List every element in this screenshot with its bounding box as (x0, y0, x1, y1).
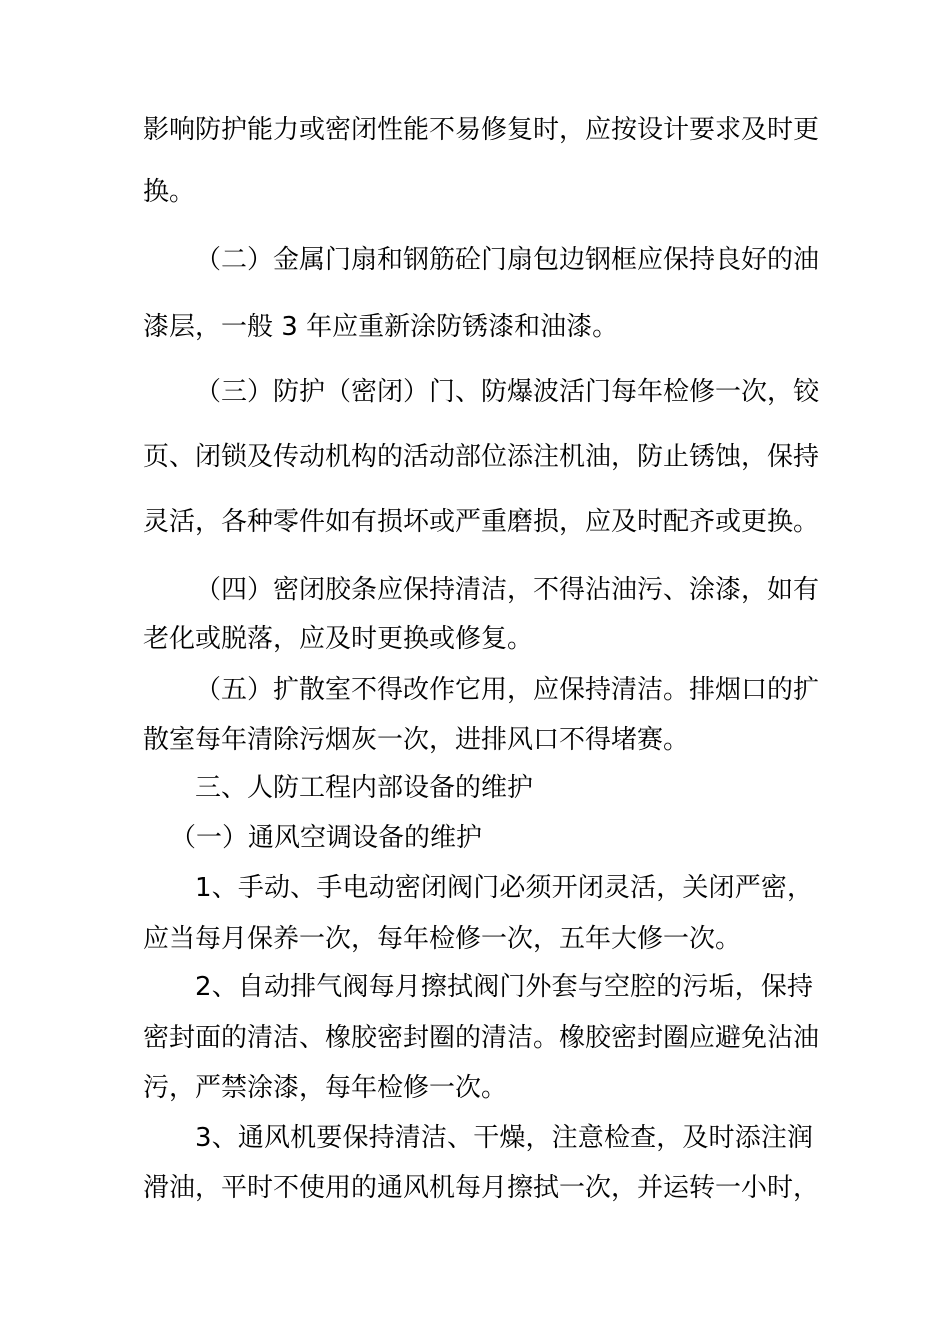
text-line: 影响防护能力或密闭性能不易修复时，应按设计要求及时更 (143, 115, 820, 145)
text-line: 密封面的清洁、橡胶密封圈的清洁。橡胶密封圈应避免沾油 (143, 1023, 820, 1053)
text-line: 老化或脱落，应及时更换或修复。 (143, 624, 534, 654)
text-line: （四）密闭胶条应保持清洁，不得沾油污、涂漆，如有 (195, 575, 820, 605)
section-heading: 三、人防工程内部设备的维护 (195, 773, 534, 803)
text-line: 散室每年清除污烟灰一次，进排风口不得堵赛。 (143, 725, 690, 755)
text-line: 换。 (143, 177, 196, 207)
text-line: （三）防护（密闭）门、防爆波活门每年检修一次，铰 (195, 377, 820, 407)
text-line: 灵活，各种零件如有损坏或严重磨损，应及时配齐或更换。 (143, 507, 820, 537)
text-line: 页、闭锁及传动机构的活动部位添注机油，防止锈蚀，保持 (143, 442, 820, 472)
text-line: 3、通风机要保持清洁、干燥，注意检查，及时添注润 (195, 1123, 813, 1153)
text-line: （二）金属门扇和钢筋砼门扇包边钢框应保持良好的油 (195, 245, 820, 275)
text-line: （五）扩散室不得改作它用，应保持清洁。排烟口的扩 (195, 675, 820, 705)
text-line: 2、自动排气阀每月擦拭阀门外套与空腔的污垢，保持 (195, 972, 813, 1002)
text-line: 污，严禁涂漆，每年检修一次。 (143, 1073, 508, 1103)
text-line: 滑油，平时不使用的通风机每月擦拭一次，并运转一小时， (143, 1173, 820, 1203)
text-line: 应当每月保养一次，每年检修一次，五年大修一次。 (143, 924, 742, 954)
subsection-heading: （一）通风空调设备的维护 (170, 823, 483, 853)
text-line: 漆层，一般 3 年应重新涂防锈漆和油漆。 (143, 312, 619, 342)
text-line: 1、手动、手电动密闭阀门必须开闭灵活，关闭严密， (195, 873, 813, 903)
